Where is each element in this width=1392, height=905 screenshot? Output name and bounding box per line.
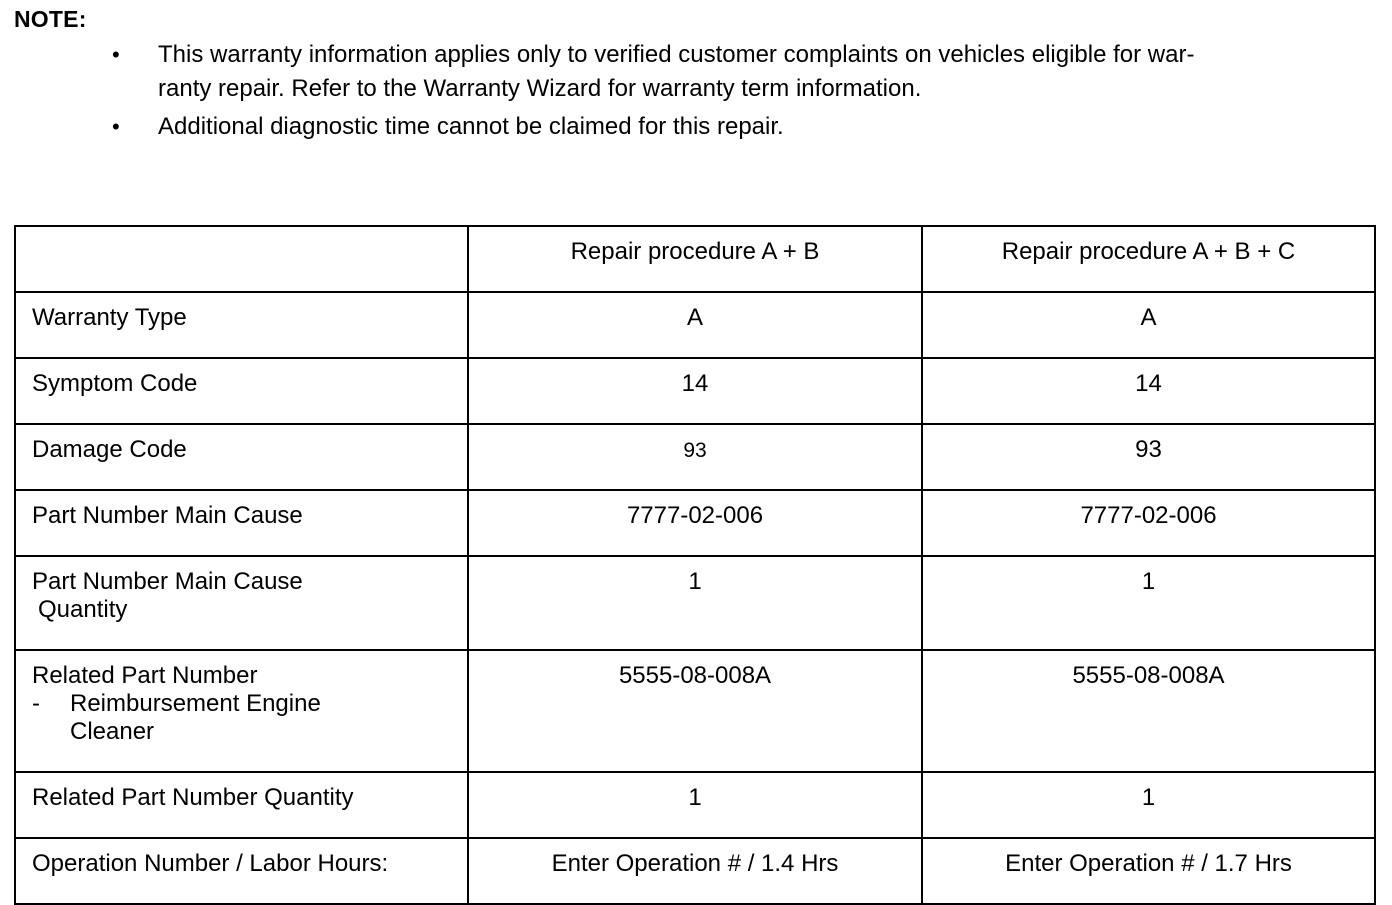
cell-ab: 5555-08-008A bbox=[468, 650, 922, 772]
row-label-line: Cleaner bbox=[70, 718, 155, 745]
note-text-line: Additional diagnostic time cannot be claimed for this repair. bbox=[158, 113, 784, 140]
note-text-line: ranty repair. Refer to the Warranty Wizard for warranty term information. bbox=[158, 75, 922, 102]
row-label-warranty-type: Warranty Type bbox=[15, 292, 468, 358]
row-label-operation-number-labor-hours: Operation Number / Labor Hours: bbox=[15, 838, 468, 904]
note-title: NOTE: bbox=[14, 6, 87, 32]
header-procedure-abc: Repair procedure A + B + C bbox=[922, 226, 1375, 292]
note-text-line: This warranty information applies only to verified customer complaints on vehicles eligible for war- bbox=[158, 41, 1195, 68]
row-label-line: Related Part Number bbox=[32, 662, 258, 689]
row-label-related-part-number bbox=[15, 650, 468, 772]
cell-ab: Enter Operation # / 1.4 Hrs bbox=[468, 838, 922, 904]
cell-ab: A bbox=[468, 292, 922, 358]
row-label-line: Part Number Main Cause bbox=[32, 568, 303, 595]
row-label-related-part-number-quantity: Related Part Number Quantity bbox=[15, 772, 468, 838]
table-row bbox=[15, 772, 1375, 838]
cell-abc: 1 bbox=[922, 772, 1375, 838]
cell-abc: 14 bbox=[922, 358, 1375, 424]
cell-abc: 1 bbox=[922, 556, 1375, 650]
table-row bbox=[15, 490, 1375, 556]
cell-abc: 5555-08-008A bbox=[922, 650, 1375, 772]
table-row bbox=[15, 838, 1375, 904]
bullet: • bbox=[112, 42, 120, 67]
dash-marker: - bbox=[32, 690, 40, 717]
note-list bbox=[0, 38, 1392, 148]
cell-ab bbox=[468, 424, 922, 490]
table-row bbox=[15, 556, 1375, 650]
cell-ab: 1 bbox=[468, 772, 922, 838]
cell-abc: Enter Operation # / 1.7 Hrs bbox=[922, 838, 1375, 904]
table-row bbox=[15, 292, 1375, 358]
table-row bbox=[15, 424, 1375, 490]
cell-abc: 7777-02-006 bbox=[922, 490, 1375, 556]
row-label-part-number-main-cause: Part Number Main Cause bbox=[15, 490, 468, 556]
bullet: • bbox=[112, 114, 120, 139]
note-item bbox=[0, 38, 1392, 106]
cell-ab: 1 bbox=[468, 556, 922, 650]
cell-ab: 14 bbox=[468, 358, 922, 424]
cell-abc: A bbox=[922, 292, 1375, 358]
cell-abc: 93 bbox=[922, 424, 1375, 490]
row-label-line: Quantity bbox=[38, 596, 128, 623]
warranty-table bbox=[14, 225, 1376, 905]
table-row bbox=[15, 650, 1375, 772]
row-label-line bbox=[32, 690, 467, 718]
header-procedure-ab: Repair procedure A + B bbox=[468, 226, 922, 292]
row-label-subtext: Reimbursement Engine bbox=[70, 690, 321, 717]
row-label-part-number-main-cause-quantity bbox=[15, 556, 468, 650]
header-blank-cell bbox=[15, 226, 468, 292]
row-label-symptom-code: Symptom Code bbox=[15, 358, 468, 424]
table-row bbox=[15, 358, 1375, 424]
cell-ab-value: 93 bbox=[683, 439, 707, 462]
cell-ab: 7777-02-006 bbox=[468, 490, 922, 556]
row-label-damage-code: Damage Code bbox=[15, 424, 468, 490]
note-item bbox=[0, 110, 1392, 144]
table-header-row bbox=[15, 226, 1375, 292]
